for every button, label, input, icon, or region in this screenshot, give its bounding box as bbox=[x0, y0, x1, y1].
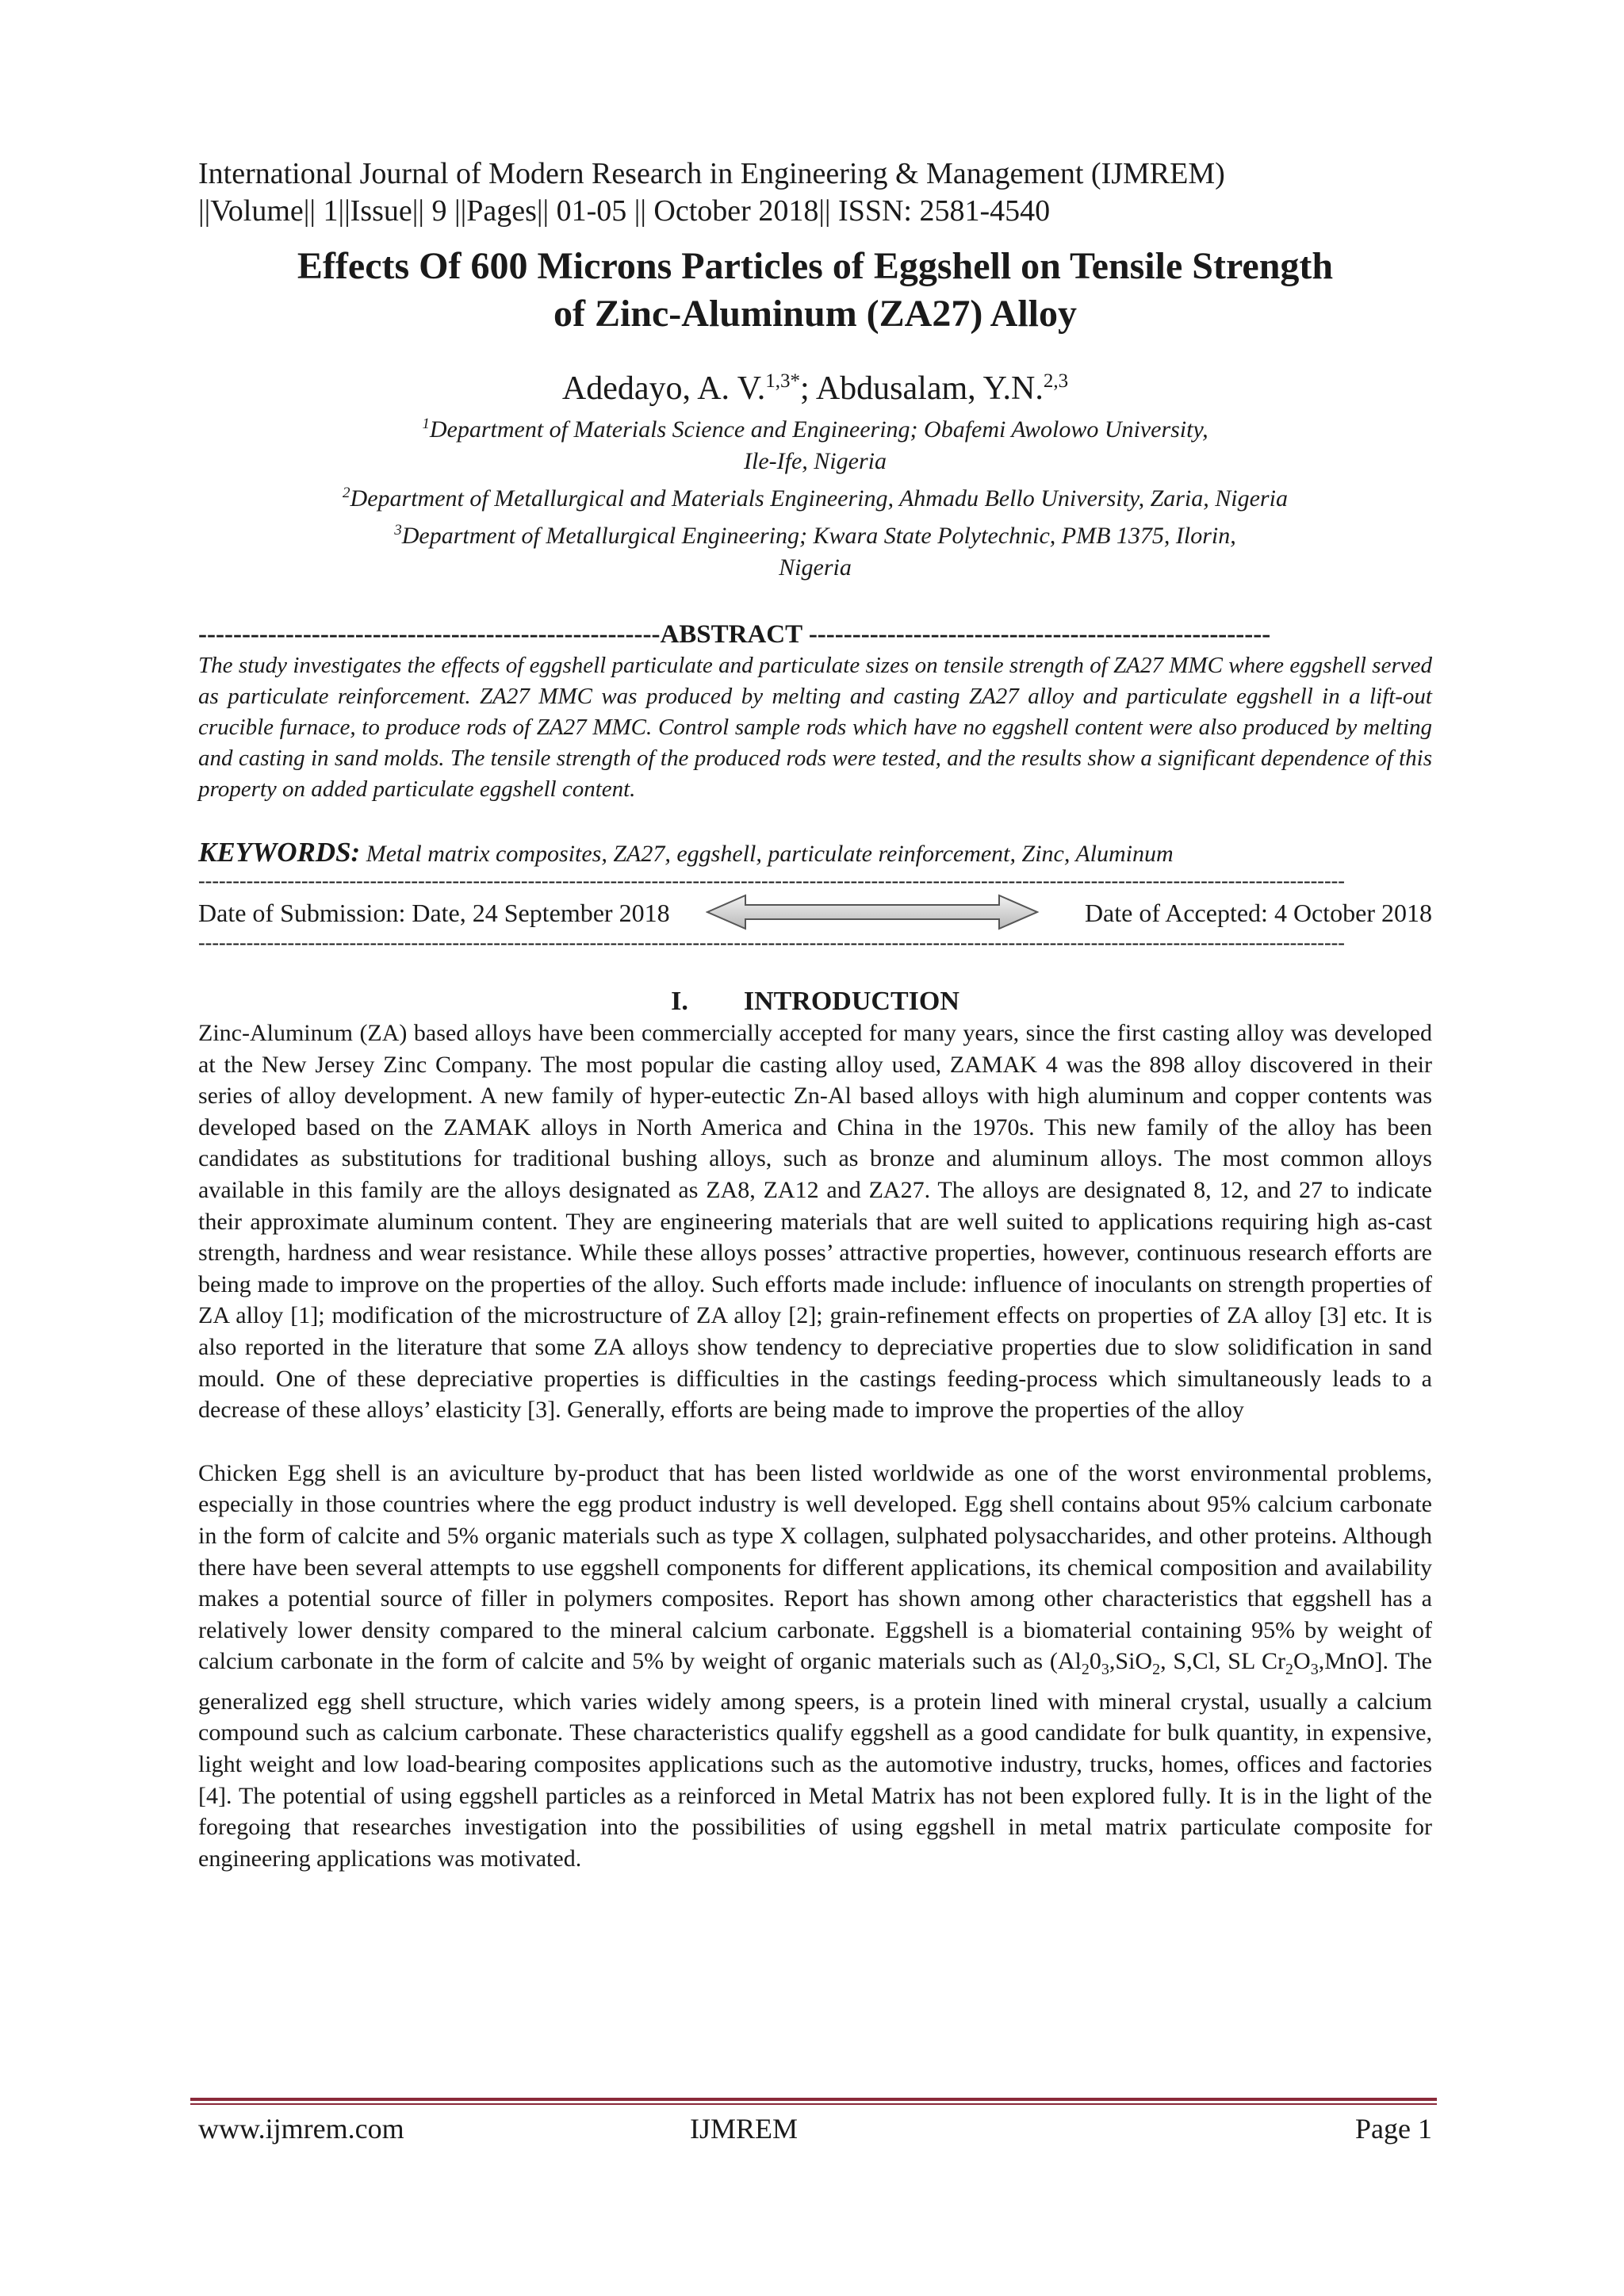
author-line bbox=[198, 362, 1432, 408]
author-2-affil: 2,3 bbox=[1043, 370, 1069, 392]
abstract-label: ABSTRACT bbox=[660, 620, 802, 649]
section-title: INTRODUCTION bbox=[743, 987, 959, 1016]
footer-journal: IJMREM bbox=[690, 2113, 799, 2145]
paper-title bbox=[198, 243, 1432, 338]
title-line-2: of Zinc-Aluminum (ZA27) Alloy bbox=[553, 293, 1078, 335]
paper-page bbox=[198, 155, 1432, 1874]
keywords-label: KEYWORDS: bbox=[198, 837, 361, 868]
submission-date: Date of Submission: Date, 24 September 2018 bbox=[198, 899, 670, 927]
footer-rule-thin bbox=[190, 2103, 1437, 2105]
footer-rule bbox=[190, 2098, 1437, 2101]
affiliation-1: $^1$Department of Materials Science and Engineering; Obafemi Awolowo University, bbox=[422, 416, 1208, 443]
affiliation-3: $^3$Department of Metallurgical Engineering; Kwara State Polytechnic, PMB 1375, Ilorin, bbox=[394, 522, 1236, 549]
journal-name: International Journal of Modern Research in Engineering & Management (IJMREM) bbox=[198, 157, 1225, 190]
author-1-affil: 1,3* bbox=[765, 370, 800, 392]
author-1: Adedayo, A. V. bbox=[561, 370, 766, 407]
keywords-value: Metal matrix composites, ZA27, eggshell, particulate reinforcement, Zinc, Aluminum bbox=[366, 841, 1174, 867]
abstract-text: The study investigates the effects of eggshell particulate and particulate sizes on tensile strength of ZA27 MMC where eggshell served as particulate reinforcement. ZA27 MMC was produced by melting and casting ZA27 alloy and particulate eggshell in a lift-out crucible furnace, to produce rods of ZA27 MMC. Control sample rods which have no eggshell content were also produced by melting and casting in sand molds. The tensile strength of the produced rods were tested, and the results show a significant dependence of this property on added particulate eggshell content. bbox=[198, 653, 1432, 802]
journal-header bbox=[198, 155, 1432, 230]
affiliations bbox=[198, 408, 1432, 584]
author-2: Abdusalam, Y.N. bbox=[815, 370, 1044, 407]
dates-row bbox=[198, 892, 1432, 932]
footer-page-number: Page 1 bbox=[1355, 2113, 1432, 2145]
double-arrow-icon bbox=[706, 892, 1039, 932]
journal-volume-info: ||Volume|| 1||Issue|| 9 ||Pages|| 01-05 || October 2018|| ISSN: 2581-4540 bbox=[198, 194, 1051, 228]
separator-top: ----------------------------------------------------------------------------------------------------------------------------------------------------------------------- bbox=[198, 870, 1345, 892]
intro-paragraph-2: Chicken Egg shell is an aviculture by-product that has been listed worldwide as one of the worst environmental problems, especially in those countries where the egg product industry is well developed. Egg shell contains about 95% calcium carbonate in the form of calcite and 5% organic materials such as type X collagen, sulphated polysaccharides, and other proteins. Although there have been several attempts to use eggshell components for different applications, its chemical composition and availability makes a potential source of filler in polymers composites. Report has shown among other characteristics that eggshell has a relatively lower density compared to the mineral calcium carbonate. Eggshell is a biomaterial containing 95% by weight of calcium carbonate in the form of calcite and 5% by weight of organic materials such as ($Al_20_3,SiO_2$, S,Cl, SL $Cr_2O_3,MnO$]. The generalized egg shell structure, which varies widely among speers, is a protein lined with mineral crystal, usually a calcium compound such as calcium carbonate. These characteristics qualify eggshell as a good candidate for bulk quantity, in expensive, light weight and low load-bearing composites applications such as the automotive industry, trucks, homes, offices and factories [4]. The potential of using eggshell particles as a reinforced in Metal Matrix has not been explored fully. It is in the light of the foregoing that researches investigation into the possibilities of using eggshell in metal matrix particulate composite for engineering applications was motivated. bbox=[198, 1459, 1432, 1872]
section-heading-introduction bbox=[198, 986, 1432, 1018]
abstract-heading: -----------------------------------------------------ABSTRACT ----------------------------------------------------- bbox=[198, 620, 1271, 649]
affiliation-2: $^2$Department of Metallurgical and Materials Engineering, Ahmadu Bello University, Zaria, Nigeria bbox=[343, 485, 1288, 512]
section-number: I. bbox=[671, 987, 688, 1016]
author-separator: ; bbox=[799, 370, 816, 407]
title-line-1: Effects Of 600 Microns Particles of Eggshell on Tensile Strength bbox=[297, 245, 1334, 287]
intro-paragraph-1: Zinc-Aluminum (ZA) based alloys have been commercially accepted for many years, since the first casting alloy was developed at the New Jersey Zinc Company. The most popular die casting alloy used, ZAMAK 4 was the 898 alloy discovered in their series of alloy development. A new family of hyper-eutectic Zn-Al based alloys with high aluminum and copper contents was developed based on the ZAMAK alloys in North America and China in the 1970s. This new family of the alloy has been candidates as substitutions for traditional bushing alloys, such as bronze and aluminum alloys. The most common alloys available in this family are the alloys designated as ZA8, ZA12 and ZA27. The alloys are designated 8, 12, and 27 to indicate their approximate aluminum content. They are engineering materials that are well suited to applications requiring high as-cast strength, hardness and wear resistance. While these alloys posses’ attractive properties, however, continuous research efforts are being made to improve on the properties of the alloy. Such efforts made include: influence of inoculants on strength properties of ZA alloy [1]; modification of the microstructure of ZA alloy [2]; grain-refinement effects on properties of ZA alloy [3] etc. It is also reported in the literature that some ZA alloys show tendency to depreciative properties due to slow solidification in sand mould. One of these depreciative properties is difficulties in the castings feeding-process which simultaneously leads to a decrease of these alloys’ elasticity [3]. Generally, efforts are being made to improve the properties of the alloy bbox=[198, 1020, 1432, 1424]
accepted-date: Date of Accepted: 4 October 2018 bbox=[1084, 899, 1432, 927]
affiliation-1-city: Ile-Ife, Nigeria bbox=[744, 448, 887, 474]
footer-website: www.ijmrem.com bbox=[198, 2113, 404, 2145]
separator-bottom: ----------------------------------------------------------------------------------------------------------------------------------------------------------------------- bbox=[198, 932, 1345, 954]
keywords bbox=[198, 837, 1432, 870]
affiliation-3-country: Nigeria bbox=[779, 554, 852, 581]
